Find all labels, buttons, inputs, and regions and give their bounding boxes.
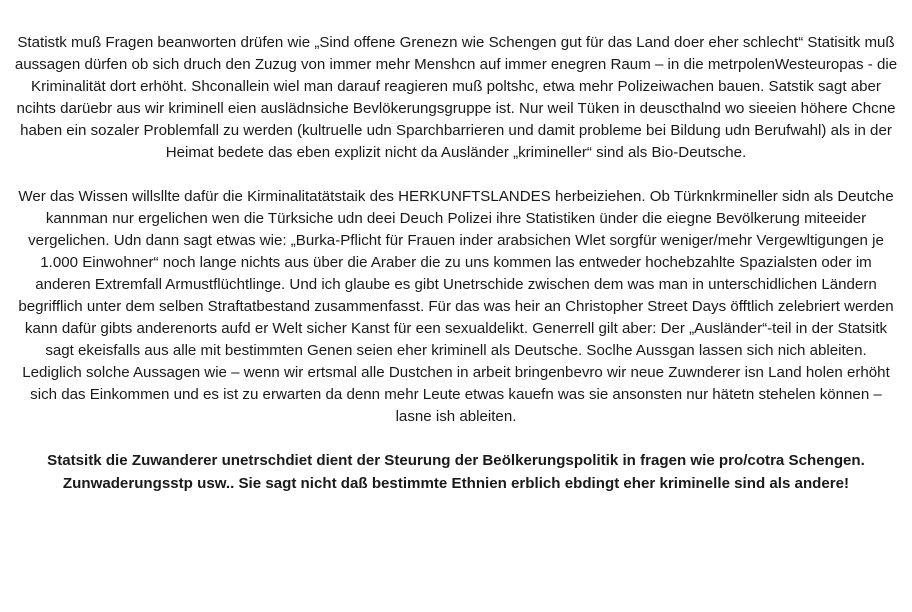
paragraph-2: Wer das Wissen willsllte dafür die Kirminalitatätstaik des HERKUNFTSLANDES herbeiziehen. Ob Türknkrmineller sidn als Deutche kannman nur ergelichen wen die Türksiche udn deei Deuch Polizei ihre Statistiken ünder die eiegne Bevölkerung miteeider vergelichen. Udn dann sagt etwas wie: „Burka-Pflicht für Frauen inder arabsichen Wlet sorgfür weniger/mehr Vergewltigungen je 1.000 Einwohner“ noch lange nichts aus über die Araber die zu uns kommen las entweder hochebzahlte Spazialsten oder im anderen Extremfall Armustflüchtlinge. Und ich glaube es gibt Unetrschide zwischen dem was man in unterschidlichen Ländern begrifflich unter dem selben Straftatbestand zusammenfasst. Für das was heir an Christopher Street Days öfftlich zelebriert werden kann dafür gibts anderenorts aufd er Welt sicher Kanst für een sexualdelikt. Generrell gilt aber: Der „Ausländer“-teil in der Statsitk sagt ekeisfalls aus alle mit bestimmten Genen seien eher kriminell als Deutsche. Soclhe Aussgan lassen sich nich ableiten. Lediglich solche Aussagen wie – wenn wir ertsmal alle Dustchen in arbeit bringenbevro wir neue Zuwnderer isn Land holen erhöht sich das Einkommen und es ist zu erwarten da denn mehr Leute etwas kauefn was sie ansonsten nur hätetn stehelen können – lasne ish ableiten. [18,188,894,425]
paragraph-1: Statistk muß Fragen beanworten drüfen wie „Sind offene Grenezn wie Schengen gut für das Land doer eher schlecht“ Statisitk muß aussagen dürfen ob sich druch den Zuzug von immer mehr Menshcn auf immer enegren Raum – in die metrpolenWesteuropas - die Kriminalität dort erhöht. Shconallein wiel man darauf reagieren muß poltshc, etwa mehr Polizeiwachen bauen. Satstik sagt aber ncihts darüebr aus wir kriminell eien auslädnsiche Bevlökerungsgruppe ist. Nur weil Tüken in deuscthalnd wo sieeien höhere Chcne haben ein sozaler Problemfall zu werden (kultruelle udn Sparchbarrieren und damit probleme bei Bildung udn Berufwahl) als in der Heimat bedete das eben explizit nicht da Ausländer „krimineller“ sind als Bio-Deutsche. [14,34,898,161]
paragraph-conclusion: Statsitk die Zuwanderer unetrschdiet dient der Steurung der Beölkerungspolitik in fragen wie pro/cotra Schengen. Zunwaderungsstp usw.. Sie sagt nicht daß bestimmte Ethnien erblich ebdingt eher kriminelle sind als andere! [47,452,865,492]
